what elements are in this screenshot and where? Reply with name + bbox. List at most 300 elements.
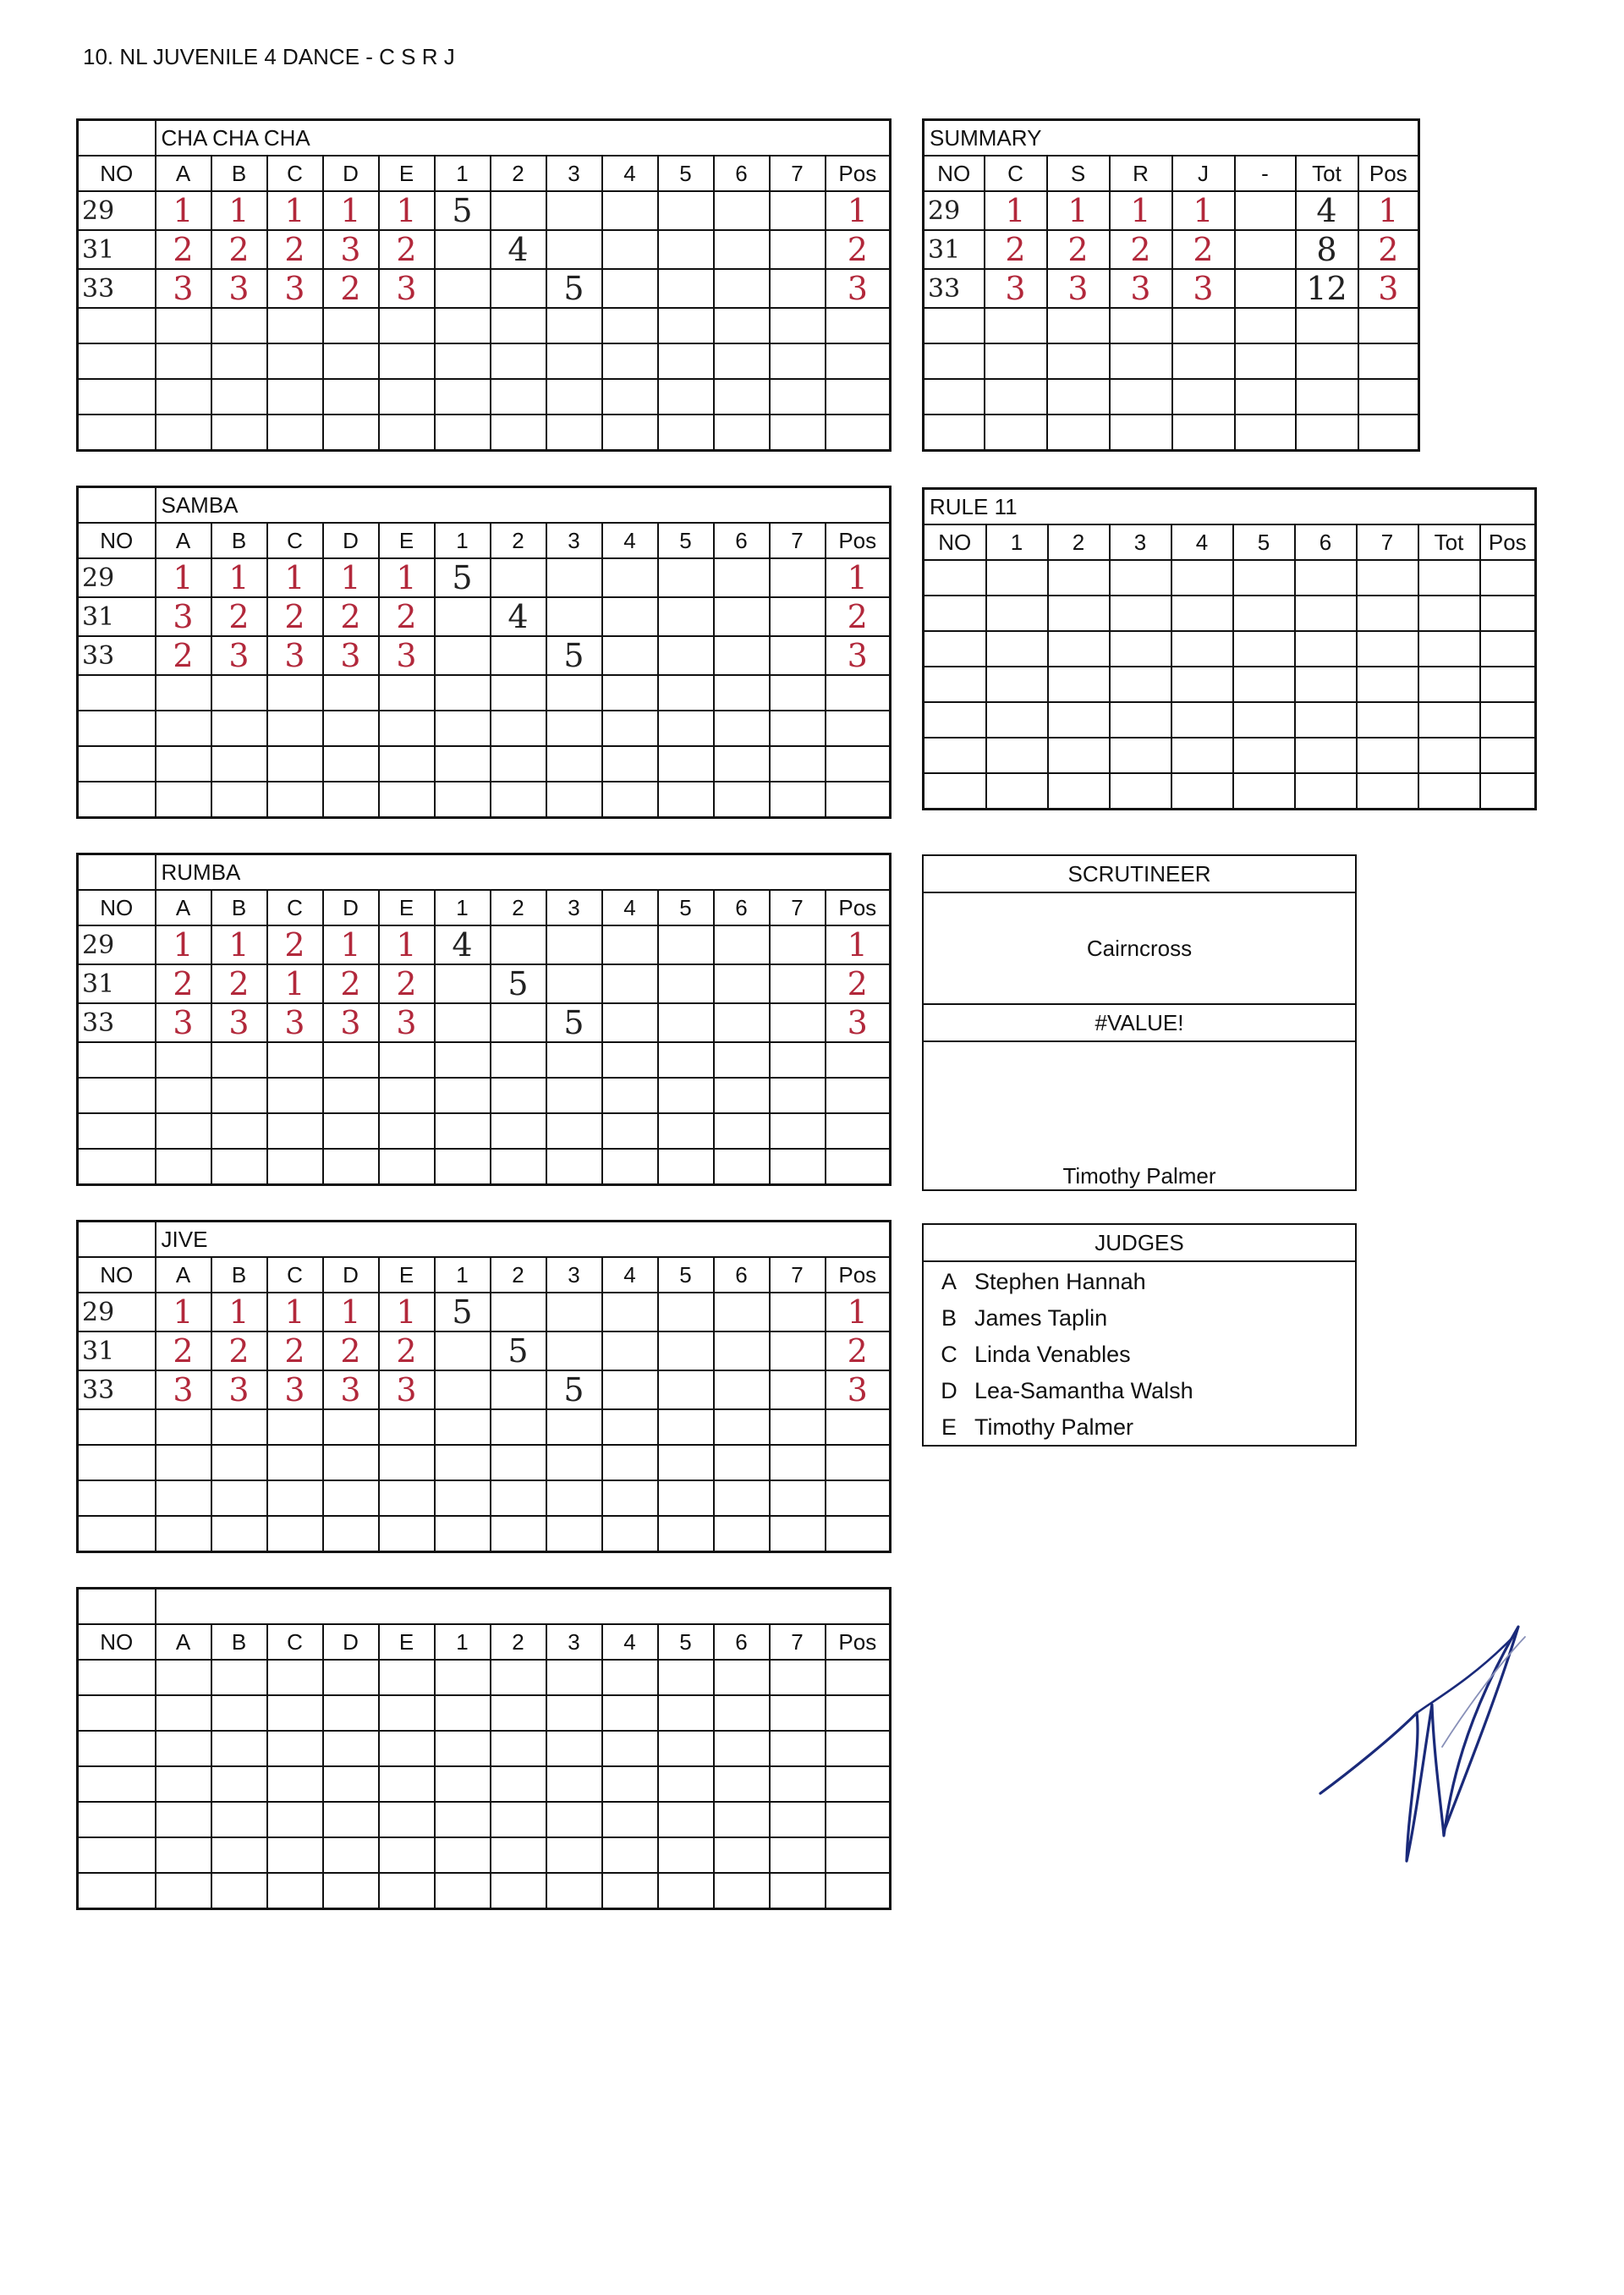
table-row — [924, 269, 1419, 308]
empty-cell — [323, 1149, 379, 1185]
empty-cell — [78, 711, 156, 746]
mark-cell: 1 — [323, 191, 379, 230]
column-header: - — [1235, 156, 1296, 191]
empty-cell — [1235, 343, 1296, 379]
empty-cell — [379, 415, 435, 451]
empty-cell — [770, 1078, 826, 1113]
column-header: 2 — [491, 156, 546, 191]
empty-cell — [1047, 308, 1110, 343]
empty-cell — [826, 746, 891, 782]
mark-cell: 3 — [156, 1003, 211, 1042]
empty-cell — [770, 1766, 826, 1802]
table-row — [78, 1003, 891, 1042]
empty-cell — [546, 1837, 602, 1873]
column-header: C — [267, 1624, 323, 1660]
mark-cell: 3 — [323, 1003, 379, 1042]
empty-cell — [1172, 308, 1235, 343]
empty-cell — [714, 1149, 770, 1185]
empty-cell — [1235, 415, 1296, 451]
empty-cell — [1357, 773, 1418, 810]
empty-cell — [658, 1731, 714, 1766]
empty-cell — [546, 1695, 602, 1731]
empty-cell — [986, 667, 1048, 702]
mark-cell: 1 — [379, 1293, 435, 1331]
empty-cell — [1418, 702, 1480, 738]
mark-cell: 2 — [156, 636, 211, 675]
signature — [1315, 1620, 1535, 1874]
empty-cell — [658, 415, 714, 451]
table-row — [78, 415, 891, 451]
table-row — [78, 1837, 891, 1873]
empty-cell — [826, 1042, 891, 1078]
column-header: A — [156, 523, 211, 558]
column-header: 1 — [435, 523, 491, 558]
table-row — [78, 1660, 891, 1695]
majority-cell — [491, 1003, 546, 1042]
empty-cell — [602, 1731, 658, 1766]
empty-cell — [986, 631, 1048, 667]
empty-cell — [546, 1766, 602, 1802]
empty-cell — [323, 1731, 379, 1766]
empty-cell — [546, 711, 602, 746]
empty-cell — [924, 631, 986, 667]
table-row — [78, 925, 891, 964]
empty-cell — [491, 1480, 546, 1516]
table-row — [924, 631, 1536, 667]
column-header: S — [1047, 156, 1110, 191]
empty-cell — [602, 343, 658, 379]
empty-cell — [379, 1731, 435, 1766]
empty-cell — [546, 1731, 602, 1766]
mark-cell: 3 — [379, 269, 435, 308]
summary-table — [922, 118, 1420, 452]
column-header: NO — [78, 523, 156, 558]
empty-cell — [1480, 560, 1536, 596]
empty-cell — [602, 1409, 658, 1445]
empty-cell — [658, 1480, 714, 1516]
empty-cell — [323, 1042, 379, 1078]
empty-cell — [211, 711, 267, 746]
empty-cell — [323, 343, 379, 379]
column-header: A — [156, 156, 211, 191]
table-row — [78, 269, 891, 308]
empty-cell — [658, 675, 714, 711]
empty-cell — [1171, 738, 1233, 773]
table-row — [78, 1042, 891, 1078]
empty-cell — [211, 675, 267, 711]
judges-box — [922, 1223, 1357, 1447]
empty-cell — [78, 1409, 156, 1445]
empty-cell — [379, 1516, 435, 1552]
empty-cell — [826, 711, 891, 746]
mark-cell: 1 — [379, 925, 435, 964]
mark-cell: 1 — [379, 191, 435, 230]
empty-cell — [770, 746, 826, 782]
empty-cell — [1296, 379, 1358, 415]
column-header: D — [323, 890, 379, 925]
empty-cell — [546, 1516, 602, 1552]
table-row — [78, 1370, 891, 1409]
table-corner-cell — [78, 487, 156, 524]
empty-cell — [1235, 379, 1296, 415]
empty-cell — [1233, 560, 1295, 596]
position-cell: 3 — [826, 1003, 891, 1042]
majority-cell — [714, 1293, 770, 1331]
majority-cell — [658, 191, 714, 230]
majority-cell — [770, 1370, 826, 1409]
empty-cell — [1295, 667, 1357, 702]
empty-cell — [1110, 667, 1171, 702]
judge-letter: E — [941, 1414, 957, 1440]
empty-cell — [1295, 631, 1357, 667]
dance-title: RUMBA — [156, 854, 891, 891]
page-title: 10. NL JUVENILE 4 DANCE - C S R J — [83, 44, 455, 69]
empty-cell — [1296, 308, 1358, 343]
majority-cell — [602, 1370, 658, 1409]
empty-cell — [211, 1516, 267, 1552]
majority-cell — [658, 636, 714, 675]
empty-cell — [924, 308, 985, 343]
empty-cell — [1172, 415, 1235, 451]
empty-cell — [267, 1149, 323, 1185]
empty-cell — [156, 746, 211, 782]
position-cell: 1 — [826, 925, 891, 964]
table-row — [78, 1516, 891, 1552]
mark-cell: 1 — [211, 191, 267, 230]
majority-cell — [546, 597, 602, 636]
majority-cell — [602, 597, 658, 636]
placing-cell — [1235, 269, 1296, 308]
empty-cell — [1110, 773, 1171, 810]
empty-cell — [924, 560, 986, 596]
dance-table — [76, 853, 892, 1186]
majority-cell — [770, 269, 826, 308]
majority-cell — [546, 230, 602, 269]
column-header: 7 — [770, 523, 826, 558]
placing-cell: 1 — [1110, 191, 1172, 230]
position-cell: 3 — [826, 269, 891, 308]
empty-cell — [267, 1802, 323, 1837]
empty-cell — [156, 675, 211, 711]
rule11-table — [922, 487, 1537, 810]
dance-table — [76, 486, 892, 819]
empty-cell — [267, 1873, 323, 1909]
mark-cell: 1 — [323, 925, 379, 964]
mark-cell: 2 — [267, 1331, 323, 1370]
empty-cell — [78, 1149, 156, 1185]
table-row — [78, 1731, 891, 1766]
mark-cell: 3 — [323, 230, 379, 269]
empty-cell — [770, 308, 826, 343]
empty-cell — [379, 379, 435, 415]
empty-cell — [1047, 343, 1110, 379]
column-header: 7 — [770, 890, 826, 925]
judges-list — [924, 1262, 1355, 1446]
empty-cell — [770, 415, 826, 451]
mark-cell: 2 — [323, 269, 379, 308]
mark-cell: 1 — [379, 558, 435, 597]
empty-cell — [985, 379, 1047, 415]
column-header: C — [267, 1257, 323, 1293]
empty-cell — [826, 1113, 891, 1149]
empty-cell — [1233, 702, 1295, 738]
majority-cell — [770, 636, 826, 675]
competitor-number: 33 — [78, 1003, 156, 1042]
column-header: 7 — [770, 156, 826, 191]
empty-cell — [546, 1042, 602, 1078]
empty-cell — [1048, 738, 1110, 773]
empty-cell — [379, 1660, 435, 1695]
empty-cell — [211, 1731, 267, 1766]
mark-cell: 3 — [323, 636, 379, 675]
table-row — [78, 675, 891, 711]
dance-title — [156, 1589, 891, 1625]
mark-cell: 2 — [211, 230, 267, 269]
empty-cell — [267, 1078, 323, 1113]
competitor-number: 29 — [78, 558, 156, 597]
position-cell: 3 — [826, 1370, 891, 1409]
table-row — [78, 597, 891, 636]
column-header: E — [379, 1624, 435, 1660]
column-header: 7 — [1357, 524, 1418, 560]
column-header: NO — [78, 156, 156, 191]
table-row — [924, 596, 1536, 631]
majority-cell — [714, 1003, 770, 1042]
empty-cell — [491, 1078, 546, 1113]
majority-cell — [491, 191, 546, 230]
majority-cell — [658, 1003, 714, 1042]
mark-cell: 2 — [156, 964, 211, 1003]
empty-cell — [658, 1695, 714, 1731]
empty-cell — [267, 1731, 323, 1766]
column-header: 5 — [1233, 524, 1295, 560]
competitor-number: 31 — [924, 230, 985, 269]
table-row — [78, 746, 891, 782]
dance-title: JIVE — [156, 1222, 891, 1258]
dance-title: SAMBA — [156, 487, 891, 524]
column-header: 1 — [986, 524, 1048, 560]
empty-cell — [658, 1409, 714, 1445]
empty-cell — [267, 1766, 323, 1802]
empty-cell — [211, 415, 267, 451]
majority-cell — [435, 269, 491, 308]
empty-cell — [1110, 308, 1172, 343]
mark-cell: 3 — [379, 1003, 435, 1042]
majority-cell — [602, 230, 658, 269]
table-row — [924, 379, 1419, 415]
majority-cell — [658, 925, 714, 964]
majority-cell — [546, 964, 602, 1003]
column-header: 4 — [602, 890, 658, 925]
empty-cell — [658, 1837, 714, 1873]
empty-cell — [658, 711, 714, 746]
table-row — [78, 308, 891, 343]
dance-table — [76, 118, 892, 452]
empty-cell — [78, 1042, 156, 1078]
empty-cell — [658, 782, 714, 818]
empty-cell — [156, 379, 211, 415]
empty-cell — [323, 1660, 379, 1695]
majority-cell — [714, 191, 770, 230]
empty-cell — [156, 1042, 211, 1078]
empty-cell — [1357, 596, 1418, 631]
placing-cell: 3 — [1047, 269, 1110, 308]
empty-cell — [491, 1113, 546, 1149]
empty-cell — [323, 1445, 379, 1480]
empty-cell — [714, 1766, 770, 1802]
empty-cell — [546, 343, 602, 379]
empty-cell — [156, 1802, 211, 1837]
empty-cell — [546, 1113, 602, 1149]
table-row — [78, 1445, 891, 1480]
majority-cell: 4 — [491, 597, 546, 636]
placing-cell: 2 — [1110, 230, 1172, 269]
table-row — [78, 1802, 891, 1837]
placing-cell: 2 — [1172, 230, 1235, 269]
empty-cell — [826, 1409, 891, 1445]
empty-cell — [1418, 631, 1480, 667]
empty-cell — [924, 773, 986, 810]
column-header: E — [379, 156, 435, 191]
empty-cell — [546, 782, 602, 818]
competitor-number: 33 — [924, 269, 985, 308]
empty-cell — [602, 675, 658, 711]
placing-cell: 2 — [985, 230, 1047, 269]
majority-cell: 5 — [491, 964, 546, 1003]
mark-cell: 1 — [267, 964, 323, 1003]
majority-cell — [491, 1370, 546, 1409]
empty-cell — [714, 308, 770, 343]
table-row — [78, 636, 891, 675]
table-row — [924, 560, 1536, 596]
empty-cell — [379, 1445, 435, 1480]
competitor-number: 33 — [78, 269, 156, 308]
empty-cell — [1357, 738, 1418, 773]
empty-cell — [267, 1445, 323, 1480]
empty-cell — [78, 782, 156, 818]
majority-cell — [602, 636, 658, 675]
empty-cell — [714, 1409, 770, 1445]
empty-cell — [156, 343, 211, 379]
empty-cell — [1110, 596, 1171, 631]
empty-cell — [323, 711, 379, 746]
empty-cell — [826, 308, 891, 343]
mark-cell: 3 — [211, 636, 267, 675]
mark-cell: 2 — [323, 1331, 379, 1370]
placing-cell: 3 — [1110, 269, 1172, 308]
mark-cell: 3 — [211, 1003, 267, 1042]
majority-cell — [770, 1003, 826, 1042]
empty-cell — [379, 1409, 435, 1445]
empty-cell — [826, 1660, 891, 1695]
majority-cell: 5 — [435, 191, 491, 230]
empty-cell — [156, 1445, 211, 1480]
empty-cell — [78, 1113, 156, 1149]
table-row — [924, 343, 1419, 379]
scrutineer-box — [922, 854, 1357, 1191]
empty-cell — [546, 1445, 602, 1480]
column-header: 4 — [602, 156, 658, 191]
empty-cell — [1171, 773, 1233, 810]
empty-cell — [1110, 379, 1172, 415]
mark-cell: 1 — [211, 1293, 267, 1331]
empty-cell — [211, 1873, 267, 1909]
placing-cell: 2 — [1047, 230, 1110, 269]
empty-cell — [1110, 343, 1172, 379]
position-cell: 2 — [826, 1331, 891, 1370]
empty-cell — [435, 1802, 491, 1837]
empty-cell — [379, 711, 435, 746]
mark-cell: 2 — [156, 1331, 211, 1370]
empty-cell — [1047, 415, 1110, 451]
empty-cell — [826, 1837, 891, 1873]
empty-cell — [156, 308, 211, 343]
column-header: 3 — [546, 890, 602, 925]
column-header: NO — [78, 890, 156, 925]
empty-cell — [211, 1113, 267, 1149]
majority-cell — [658, 597, 714, 636]
majority-cell — [714, 558, 770, 597]
empty-cell — [267, 1113, 323, 1149]
mark-cell: 1 — [323, 558, 379, 597]
empty-cell — [323, 1837, 379, 1873]
column-header: B — [211, 523, 267, 558]
empty-cell — [491, 379, 546, 415]
mark-cell: 1 — [156, 1293, 211, 1331]
empty-cell — [658, 1802, 714, 1837]
majority-cell — [435, 1003, 491, 1042]
column-header: C — [267, 890, 323, 925]
mark-cell: 2 — [323, 964, 379, 1003]
table-row — [924, 773, 1536, 810]
empty-cell — [770, 1113, 826, 1149]
column-header: D — [323, 523, 379, 558]
total-cell: 8 — [1296, 230, 1358, 269]
column-header: NO — [924, 524, 986, 560]
column-header: A — [156, 890, 211, 925]
dance-title: CHA CHA CHA — [156, 120, 891, 156]
empty-cell — [826, 1695, 891, 1731]
majority-cell — [658, 1331, 714, 1370]
empty-cell — [770, 1445, 826, 1480]
empty-cell — [491, 1766, 546, 1802]
empty-cell — [658, 1766, 714, 1802]
empty-cell — [156, 1149, 211, 1185]
empty-cell — [1048, 667, 1110, 702]
column-header: 7 — [770, 1257, 826, 1293]
judge-name: Timothy Palmer — [974, 1414, 1134, 1440]
empty-cell — [211, 782, 267, 818]
empty-cell — [986, 773, 1048, 810]
empty-cell — [714, 1078, 770, 1113]
majority-cell — [770, 558, 826, 597]
mark-cell: 2 — [267, 597, 323, 636]
empty-cell — [546, 1802, 602, 1837]
column-header: A — [156, 1624, 211, 1660]
empty-cell — [546, 308, 602, 343]
mark-cell: 1 — [267, 191, 323, 230]
table-row — [78, 782, 891, 818]
empty-cell — [1172, 343, 1235, 379]
placing-cell: 3 — [985, 269, 1047, 308]
empty-cell — [986, 738, 1048, 773]
empty-cell — [156, 782, 211, 818]
majority-cell — [770, 925, 826, 964]
empty-cell — [156, 1409, 211, 1445]
empty-cell — [714, 379, 770, 415]
table-row — [924, 415, 1419, 451]
empty-cell — [435, 308, 491, 343]
